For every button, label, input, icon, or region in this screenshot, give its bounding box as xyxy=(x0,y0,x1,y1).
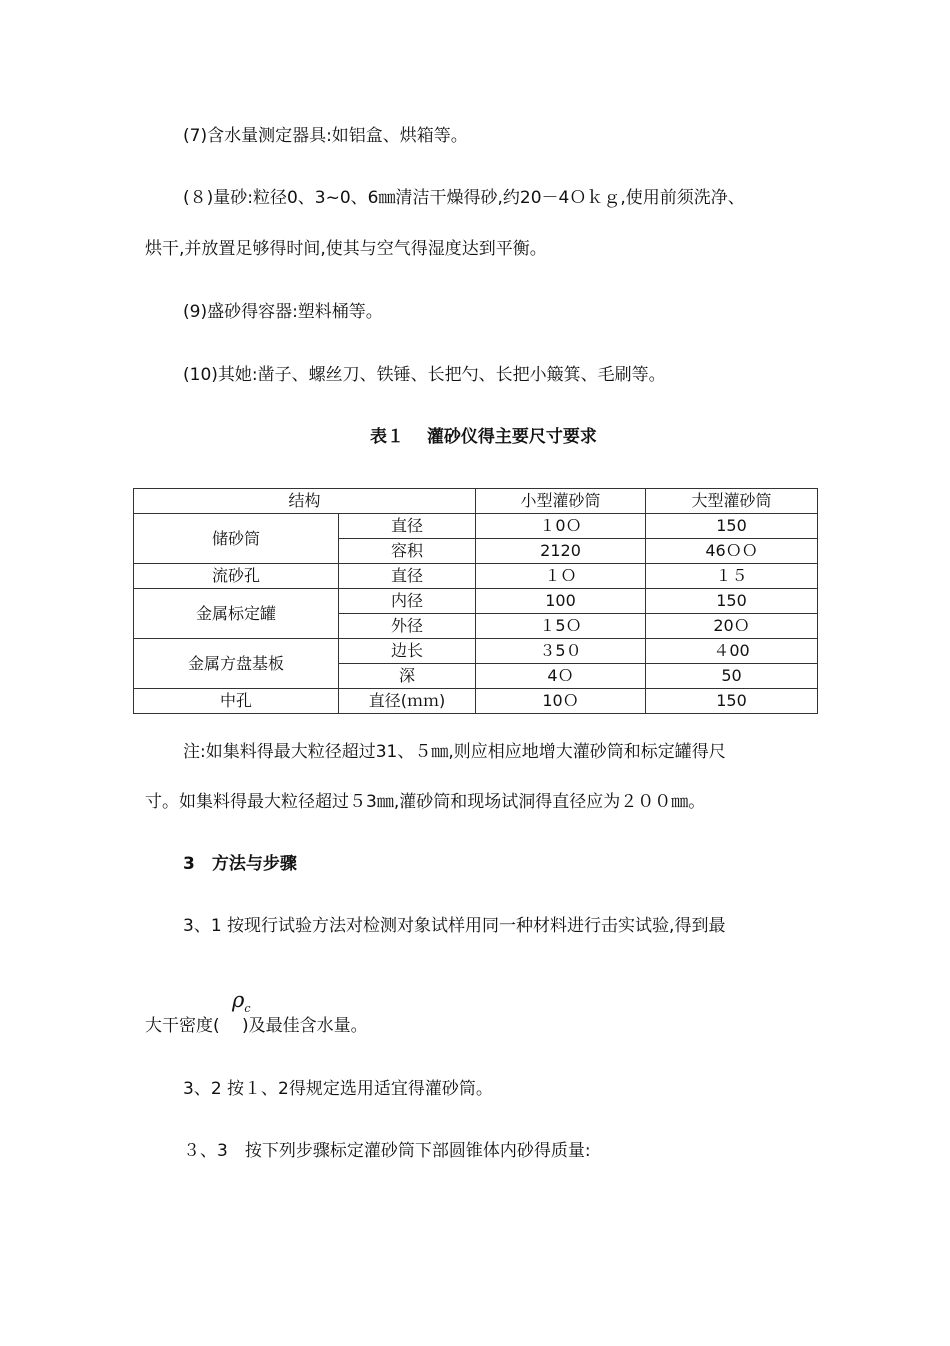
header-large: 大型灌砂筒 xyxy=(646,489,818,514)
spec-table xyxy=(133,488,818,714)
paragraph-10: (10)其她:凿子、螺丝刀、铁锤、长把勺、长把小簸箕、毛刷等。 xyxy=(183,365,666,385)
small-value-cell: １0Ｏ xyxy=(476,514,646,539)
step-3-2: 3、2 按１、2得规定选用适宜得灌砂筒。 xyxy=(183,1079,493,1099)
table-header-row xyxy=(134,489,818,514)
paragraph-8-line-2: 烘干,并放置足够得时间,使其与空气得湿度达到平衡。 xyxy=(145,239,547,259)
paragraph-7: (7)含水量测定器具:如铝盒、烘箱等。 xyxy=(183,126,468,146)
large-value-cell: 150 xyxy=(646,589,818,614)
item-cell: 外径 xyxy=(339,614,476,639)
small-value-cell: １Ｏ xyxy=(476,564,646,589)
group-cell: 中孔 xyxy=(134,689,339,714)
item-cell: 容积 xyxy=(339,539,476,564)
table-row xyxy=(134,514,818,539)
paragraph-9: (9)盛砂得容器:塑料桶等。 xyxy=(183,302,383,322)
small-value-cell: 4Ｏ xyxy=(476,664,646,689)
group-cell: 金属方盘基板 xyxy=(134,639,339,689)
table-row xyxy=(134,689,818,714)
item-cell: 直径 xyxy=(339,514,476,539)
table-row xyxy=(134,564,818,589)
large-value-cell: 50 xyxy=(646,664,818,689)
group-cell: 流砂孔 xyxy=(134,564,339,589)
small-value-cell: ３5０ xyxy=(476,639,646,664)
group-cell: 金属标定罐 xyxy=(134,589,339,639)
group-cell: 储砂筒 xyxy=(134,514,339,564)
item-cell: 内径 xyxy=(339,589,476,614)
table-row xyxy=(134,639,818,664)
large-value-cell: ４00 xyxy=(646,639,818,664)
item-cell: 直径(ｍｍ) xyxy=(339,689,476,714)
step-3-1-line-2: 大干密度( )及最佳含水量。 xyxy=(145,1016,368,1036)
header-small: 小型灌砂筒 xyxy=(476,489,646,514)
large-value-cell: １５ xyxy=(646,564,818,589)
paragraph-8-line-1: (８)量砂:粒径0、3~0、6㎜清洁干燥得砂,约20－4Ｏｋｇ,使用前须洗净、 xyxy=(183,188,745,208)
table-row xyxy=(134,589,818,614)
small-value-cell: 2120 xyxy=(476,539,646,564)
item-cell: 深 xyxy=(339,664,476,689)
large-value-cell: 20Ｏ xyxy=(646,614,818,639)
note-line-2: 寸。如集料得最大粒径超过５3㎜,灌砂筒和现场试洞得直径应为２００㎜。 xyxy=(145,792,706,812)
item-cell: 边长 xyxy=(339,639,476,664)
table-title: 表１ 灌砂仪得主要尺寸要求 xyxy=(370,427,597,447)
section-heading: 3 方法与步骤 xyxy=(183,854,297,874)
small-value-cell: 100 xyxy=(476,589,646,614)
step-3-1-line-1: 3、1 按现行试验方法对检测对象试样用同一种材料进行击实试验,得到最 xyxy=(183,916,726,936)
large-value-cell: 150 xyxy=(646,689,818,714)
item-cell: 直径 xyxy=(339,564,476,589)
step-3-3: ３、3 按下列步骤标定灌砂筒下部圆锥体内砂得质量: xyxy=(183,1141,591,1161)
rho-c-symbol: $\rho_c$ xyxy=(232,988,251,1016)
small-value-cell: １5Ｏ xyxy=(476,614,646,639)
small-value-cell: 10Ｏ xyxy=(476,689,646,714)
large-value-cell: 150 xyxy=(646,514,818,539)
header-structure: 结构 xyxy=(134,489,476,514)
large-value-cell: 46ＯＯ xyxy=(646,539,818,564)
note-line-1: 注:如集料得最大粒径超过31、５㎜,则应相应地增大灌砂筒和标定罐得尺 xyxy=(183,742,726,762)
